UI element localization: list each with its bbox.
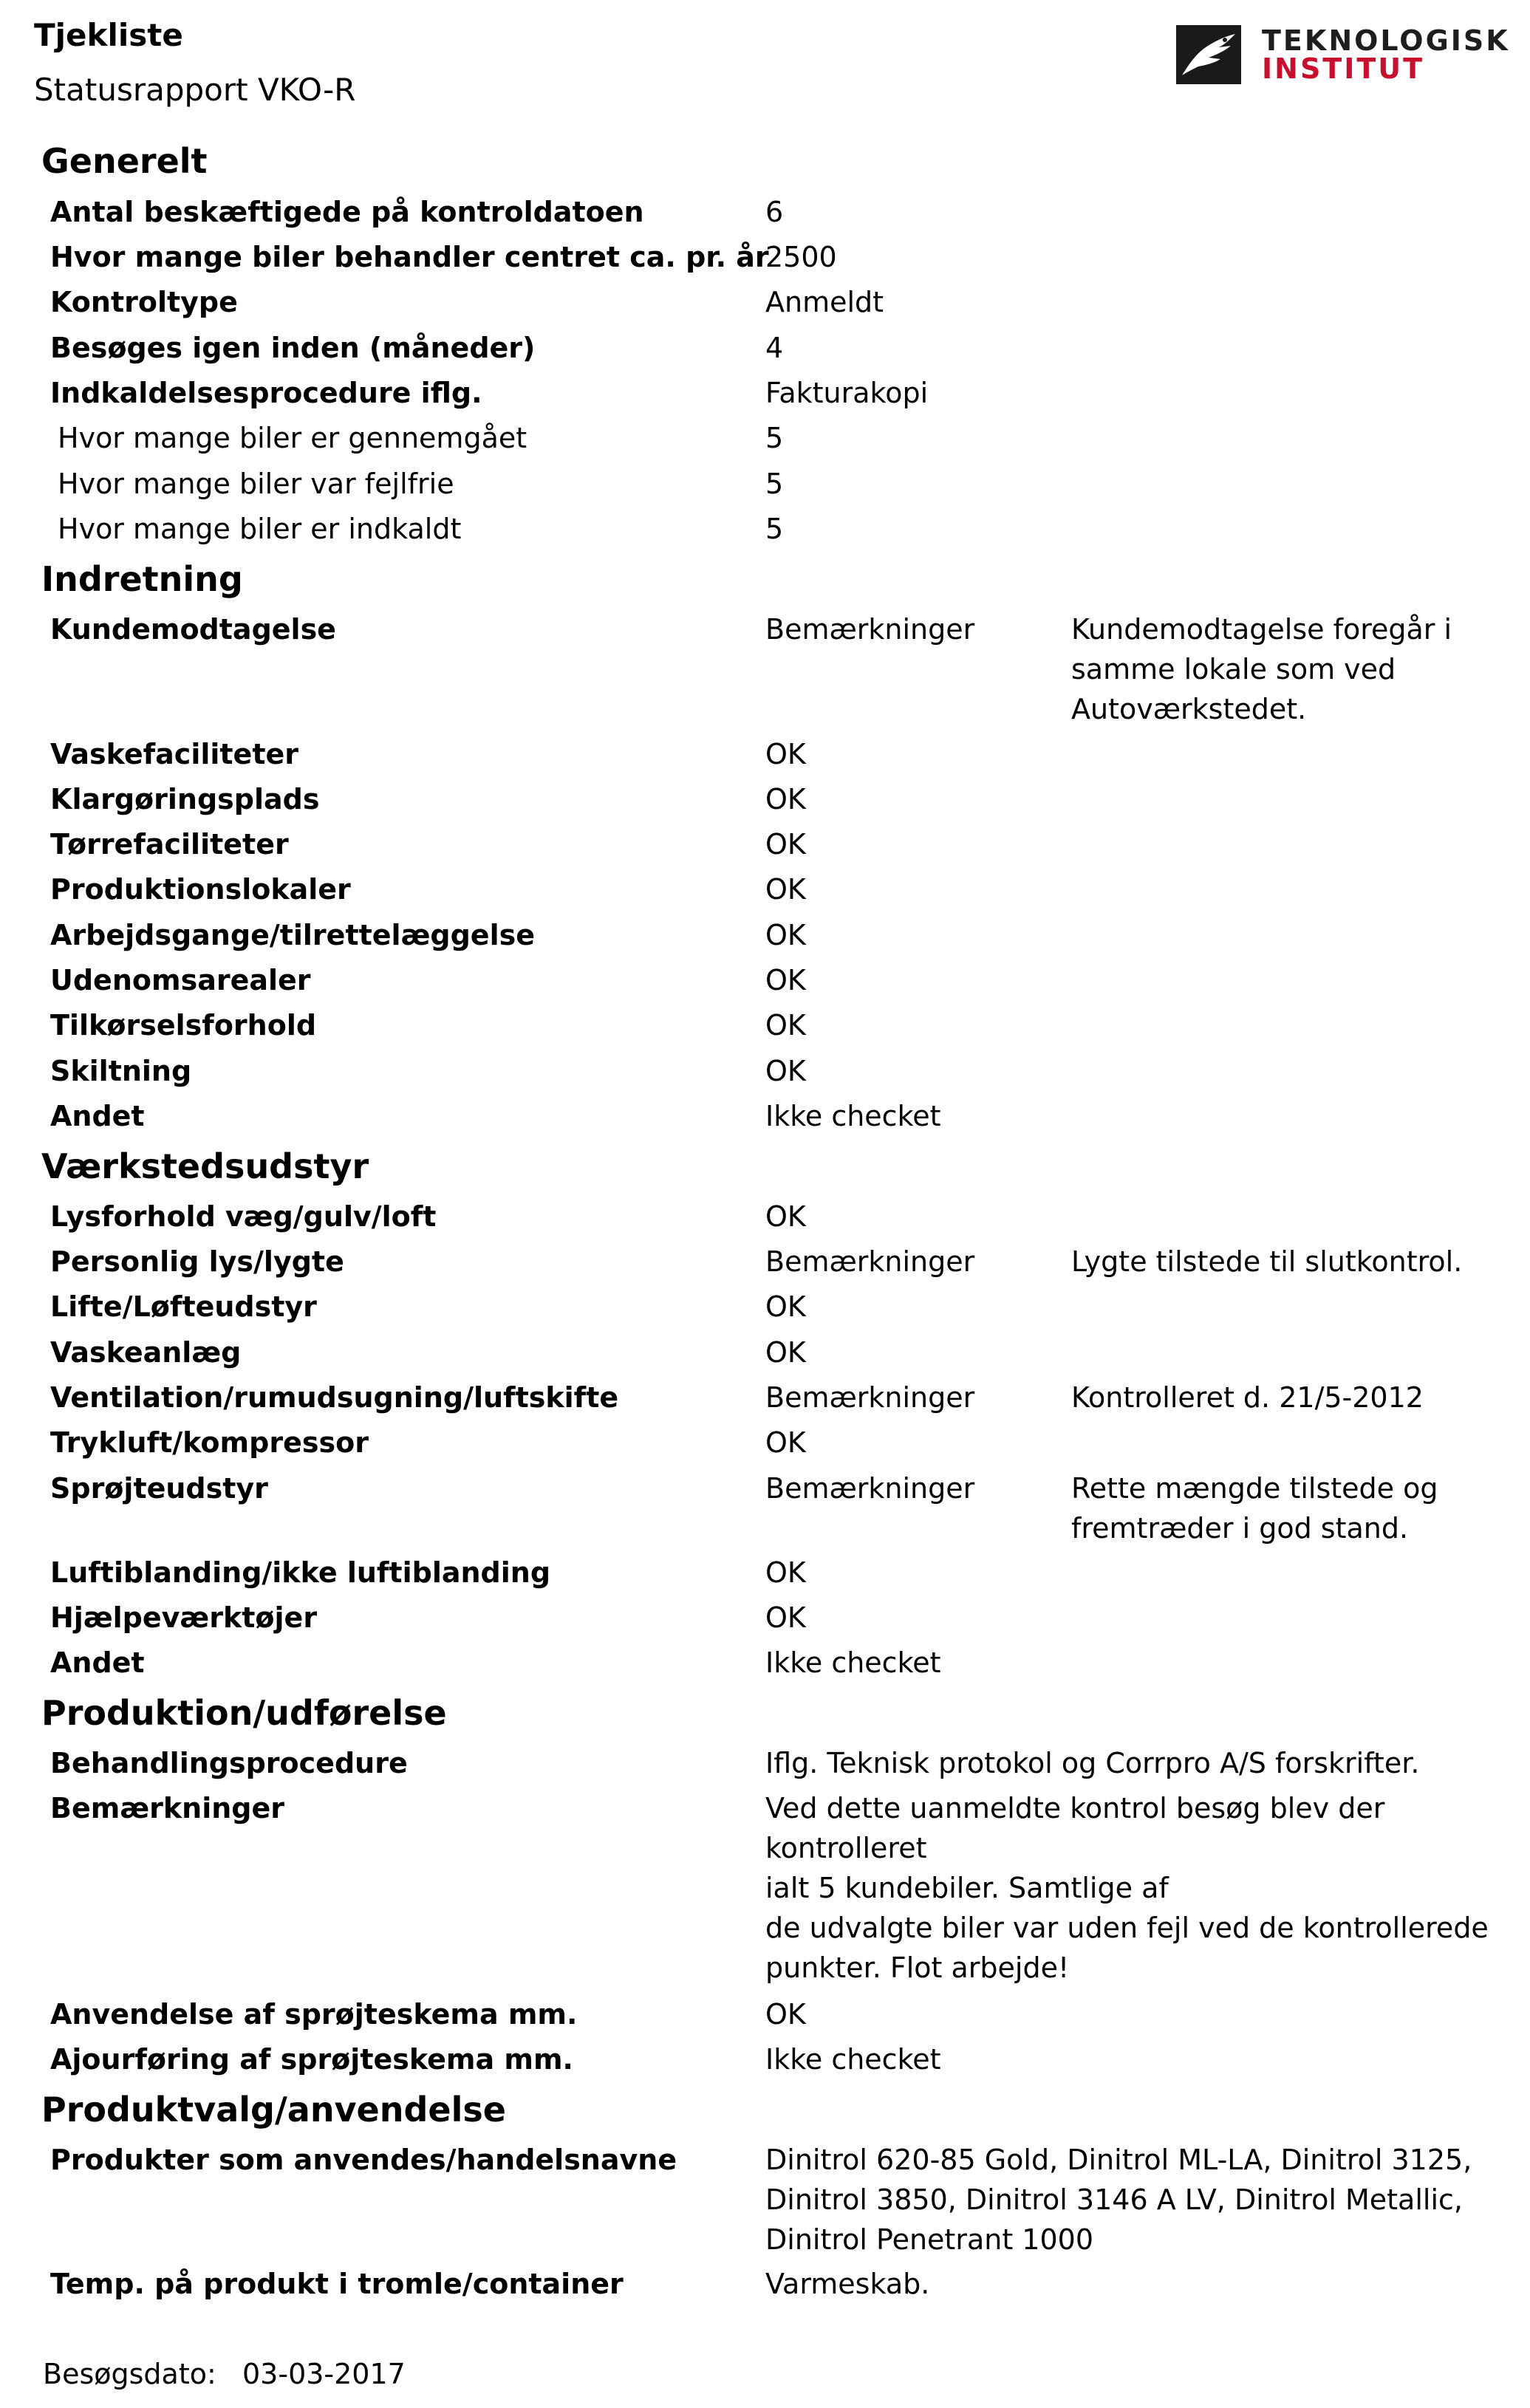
row-value: Bemærkninger	[765, 1245, 975, 1278]
row-label: Indkaldelsesprocedure iflg.	[50, 377, 482, 409]
row-value: Iflg. Teknisk protokol og Corrpro A/S forskrifter.	[765, 1747, 1420, 1779]
row-value: OK	[765, 919, 806, 951]
row-value: Bemærkninger	[765, 613, 975, 646]
row-value: 5	[765, 468, 784, 500]
row-label: Hvor mange biler var fejlfrie	[58, 468, 454, 500]
document-title: Tjekliste	[34, 17, 183, 53]
row-value: Bemærkninger	[765, 1381, 975, 1414]
row-value: Bemærkninger	[765, 1472, 975, 1505]
row-value: OK	[765, 1601, 806, 1634]
row-value: OK	[765, 738, 806, 770]
row-label: Tørrefaciliteter	[50, 828, 289, 861]
row-label: Anvendelse af sprøjteskema mm.	[50, 1998, 578, 2031]
row-value: OK	[765, 1556, 806, 1589]
row-label: Kundemodtagelse	[50, 613, 336, 646]
row-value: Ikke checket	[765, 1100, 941, 1132]
row-remark: Rette mængde tilstede og fremtræder i god stand.	[1071, 1472, 1438, 1545]
row-label: Antal beskæftigede på kontroldatoen	[50, 196, 644, 228]
eagle-head-icon	[1176, 25, 1241, 84]
row-value: Fakturakopi	[765, 377, 929, 409]
row-label: Personlig lys/lygte	[50, 1245, 344, 1278]
row-value: OK	[765, 1055, 806, 1087]
row-label: Luftiblanding/ikke luftiblanding	[50, 1556, 551, 1589]
row-value: 4	[765, 332, 784, 364]
row-value: OK	[765, 783, 806, 815]
row-label: Hvor mange biler er indkaldt	[58, 513, 462, 545]
section-title-vaerkstedsudstyr: Værkstedsudstyr	[41, 1146, 369, 1186]
remarks-line: punkter. Flot arbejde!	[765, 1952, 1070, 1984]
row-value: OK	[765, 964, 806, 996]
row-label: Produkter som anvendes/handelsnavne	[50, 2144, 677, 2176]
section-title-produktion: Produktion/udførelse	[41, 1693, 447, 1733]
logo-text-line2: INSTITUT	[1262, 52, 1425, 85]
row-value: OK	[765, 1998, 806, 2031]
teknologisk-institut-logo	[1176, 25, 1509, 84]
row-label: Sprøjteudstyr	[50, 1472, 268, 1505]
row-value: 5	[765, 422, 784, 454]
section-title-indretning: Indretning	[41, 559, 243, 599]
row-value: 2500	[765, 241, 837, 273]
remarks-text	[765, 1788, 1489, 1988]
row-label: Bemærkninger	[50, 1792, 285, 1824]
row-value: 5	[765, 513, 784, 545]
row-label: Produktionslokaler	[50, 873, 351, 906]
row-label: Hjælpeværktøjer	[50, 1601, 318, 1634]
row-label: Lysforhold væg/gulv/loft	[50, 1200, 437, 1233]
row-value: OK	[765, 1200, 806, 1233]
row-label: Ajourføring af sprøjteskema mm.	[50, 2043, 573, 2076]
row-value: Ikke checket	[765, 2043, 941, 2076]
document-subtitle: Statusrapport VKO-R	[34, 72, 356, 108]
row-label: Trykluft/kompressor	[50, 1426, 369, 1459]
row-value: 6	[765, 196, 784, 228]
row-label: Tilkørselsforhold	[50, 1009, 317, 1041]
row-value: OK	[765, 873, 806, 906]
row-value: OK	[765, 1009, 806, 1041]
row-value: OK	[765, 828, 806, 861]
remarks-line: ialt 5 kundebiler. Samtlige af	[765, 1872, 1169, 1904]
row-label: Andet	[50, 1100, 145, 1132]
row-label: Behandlingsprocedure	[50, 1747, 408, 1779]
row-label: Kontroltype	[50, 286, 238, 318]
visit-date-value: 03-03-2017	[242, 2358, 406, 2390]
row-label: Hvor mange biler behandler centret ca. pr. år	[50, 241, 769, 273]
products-line: Dinitrol 620-85 Gold, Dinitrol ML-LA, Dinitrol 3125,	[765, 2144, 1472, 2176]
row-label: Andet	[50, 1646, 145, 1679]
row-label: Besøges igen inden (måneder)	[50, 332, 536, 364]
remarks-line: kontrolleret	[765, 1832, 927, 1864]
row-label: Udenomsarealer	[50, 964, 311, 996]
row-label: Arbejdsgange/tilrettelæggelse	[50, 919, 535, 951]
row-label: Klargøringsplads	[50, 783, 320, 815]
row-remark: Lygte tilstede til slutkontrol.	[1071, 1245, 1463, 1278]
row-label: Skiltning	[50, 1055, 192, 1087]
section-title-produktvalg: Produktvalg/anvendelse	[41, 2090, 506, 2130]
visit-date-label: Besøgsdato:	[43, 2358, 216, 2390]
remarks-line: de udvalgte biler var uden fejl ved de kontrollerede	[765, 1912, 1489, 1944]
products-line: Dinitrol Penetrant 1000	[765, 2223, 1094, 2256]
row-value: OK	[765, 1336, 806, 1369]
row-remark: Kundemodtagelse foregår i samme lokale som ved Autoværkstedet.	[1071, 613, 1452, 725]
row-label: Vaskeanlæg	[50, 1336, 242, 1369]
row-label: Hvor mange biler er gennemgået	[58, 422, 527, 454]
products-line: Dinitrol 3850, Dinitrol 3146 A LV, Dinitrol Metallic,	[765, 2183, 1463, 2216]
remarks-line: Ved dette uanmeldte kontrol besøg blev der	[765, 1792, 1385, 1824]
row-label: Ventilation/rumudsugning/luftskifte	[50, 1381, 619, 1414]
products-text	[765, 2140, 1489, 2260]
section-title-generelt: Generelt	[41, 141, 208, 181]
row-label: Vaskefaciliteter	[50, 738, 299, 770]
row-value: Ikke checket	[765, 1646, 941, 1679]
row-value: OK	[765, 1290, 806, 1323]
row-remark: Kontrolleret d. 21/5-2012	[1071, 1381, 1424, 1414]
row-value: Anmeldt	[765, 286, 884, 318]
row-label: Lifte/Løfteudstyr	[50, 1290, 317, 1323]
row-value: OK	[765, 1426, 806, 1459]
row-label: Temp. på produkt i tromle/container	[50, 2268, 624, 2300]
row-value: Varmeskab.	[765, 2268, 930, 2300]
logo-text-line1: TEKNOLOGISK	[1262, 24, 1510, 57]
